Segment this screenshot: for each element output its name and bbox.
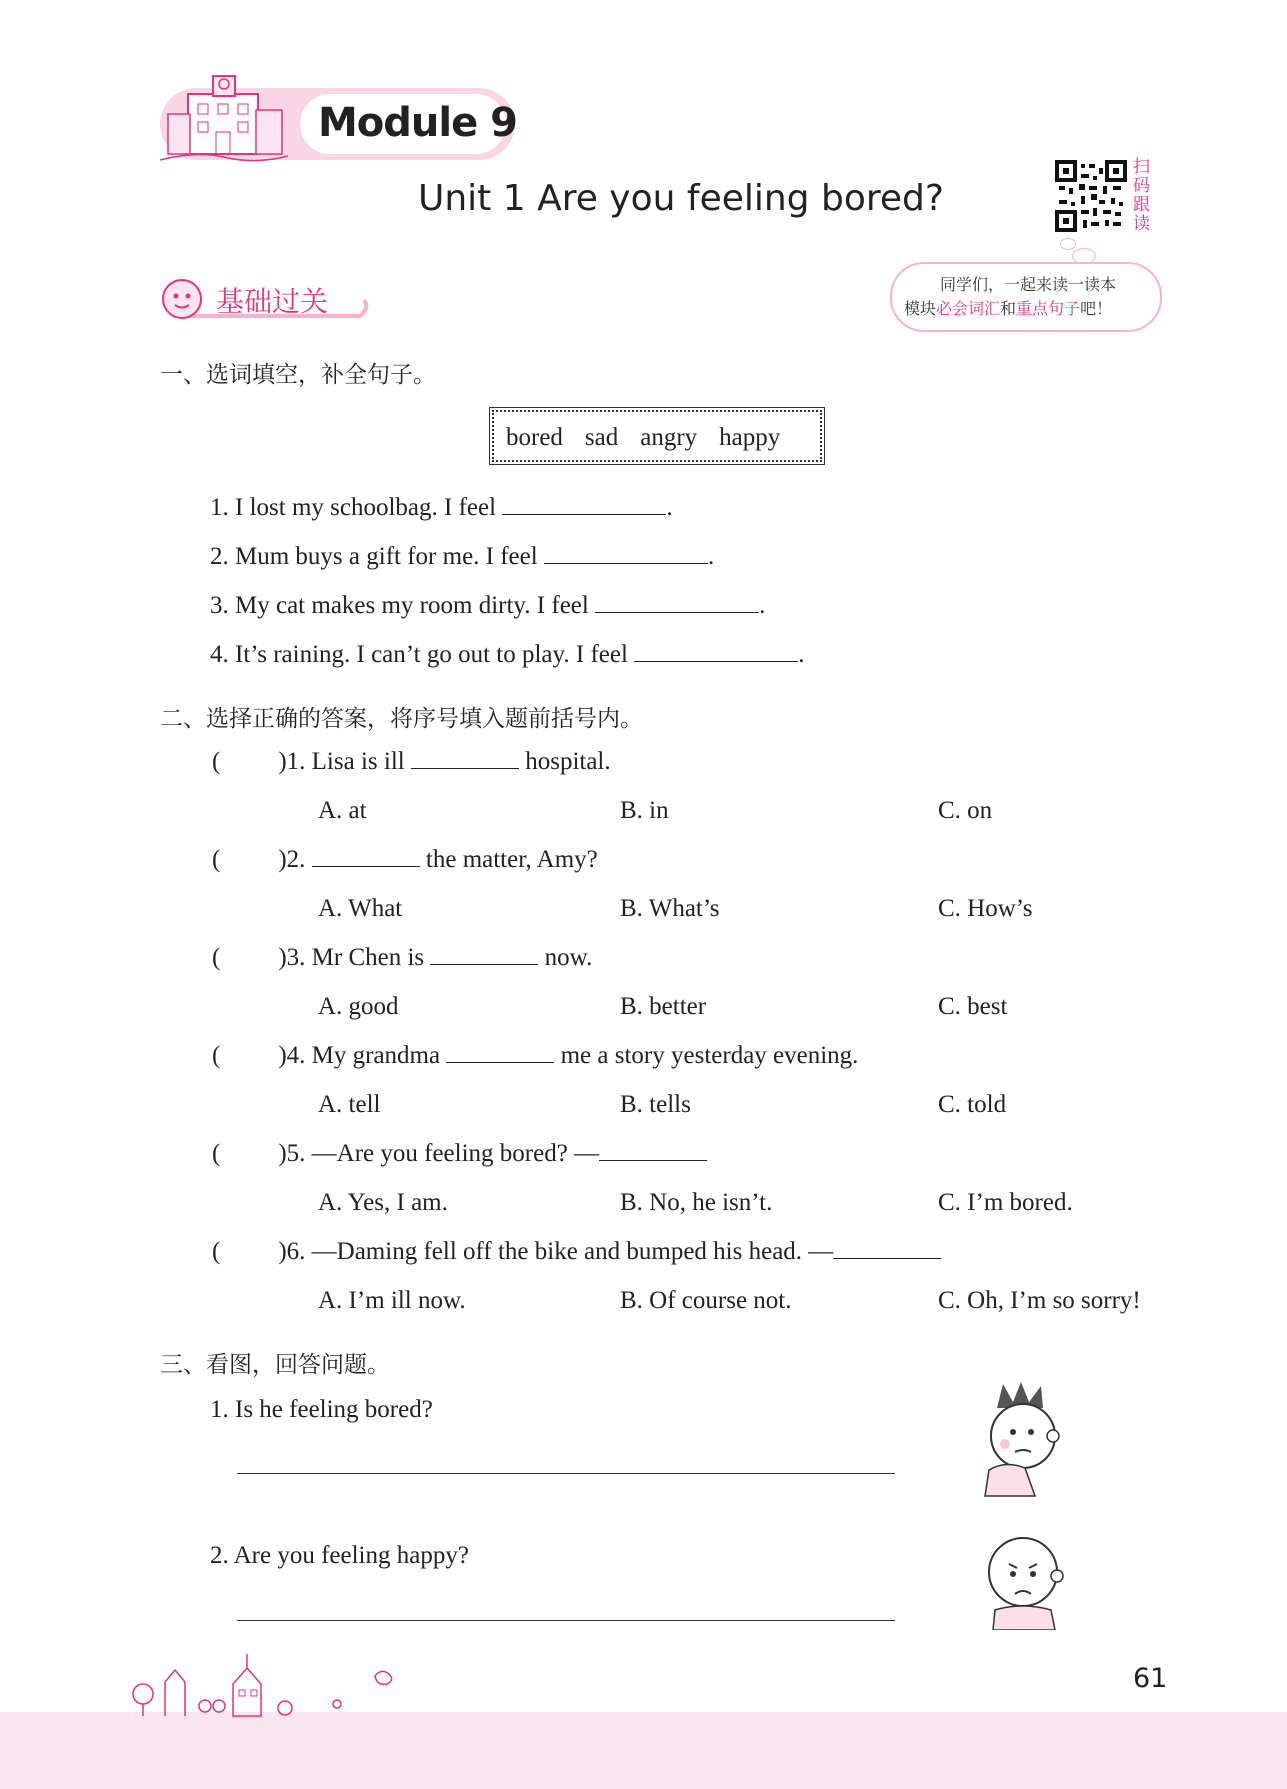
basic-section-title: 基础过关 bbox=[216, 285, 329, 318]
option-b: B. Of course not. bbox=[620, 1287, 792, 1314]
word-option: angry bbox=[640, 424, 698, 451]
unit-title: Unit 1 Are you feeling bored? bbox=[418, 178, 944, 219]
option-b: B. better bbox=[620, 993, 707, 1020]
scan-label: 扫码跟读 bbox=[1133, 157, 1150, 234]
option-b: B. No, he isn’t. bbox=[620, 1189, 773, 1216]
section-3-title: 三、看图，回答问题。 bbox=[160, 1352, 390, 1378]
fill-question-2: 2. Mum buys a gift for me. I feel . bbox=[210, 543, 715, 570]
option-c: C. How’s bbox=[938, 895, 1033, 922]
answer-blank bbox=[833, 1240, 941, 1259]
fill-question-4: 4. It’s raining. I can’t go out to play. I feel . bbox=[210, 641, 805, 668]
choice-question-1: ( )1. Lisa is ill hospital. bbox=[212, 748, 611, 775]
answer-blank bbox=[599, 1142, 707, 1161]
choice-question-4: ( )4. My grandma me a story yesterday evening. bbox=[212, 1042, 859, 1069]
qr-code-icon[interactable] bbox=[1055, 160, 1127, 232]
word-option: bored bbox=[506, 424, 563, 451]
answer-blank bbox=[411, 750, 519, 769]
answer-blank[interactable] bbox=[595, 594, 759, 613]
option-c: C. I’m bored. bbox=[938, 1189, 1073, 1216]
section-1-title: 一、选词填空，补全句子。 bbox=[160, 362, 436, 388]
answer-blank bbox=[430, 946, 538, 965]
option-a: A. good bbox=[318, 993, 399, 1020]
option-a: A. I’m ill now. bbox=[318, 1287, 466, 1314]
answer-blank[interactable] bbox=[634, 643, 798, 662]
choice-question-5: ( )5. —Are you feeling bored? — bbox=[212, 1140, 707, 1168]
option-a: A. tell bbox=[318, 1091, 381, 1118]
option-b: B. tells bbox=[620, 1091, 691, 1118]
answer-blank bbox=[312, 848, 420, 867]
option-c: C. told bbox=[938, 1091, 1007, 1118]
school-building-icon bbox=[158, 64, 298, 174]
bubble-dot bbox=[1060, 238, 1076, 250]
option-a: A. at bbox=[318, 797, 367, 824]
tip-line-1: 同学们，一起来读一读本 bbox=[940, 275, 1117, 294]
option-b: B. in bbox=[620, 797, 669, 824]
picture-question-1: 1. Is he feeling bored? bbox=[210, 1396, 433, 1423]
fill-question-3: 3. My cat makes my room dirty. I feel . bbox=[210, 592, 766, 619]
town-decoration-icon bbox=[125, 1648, 405, 1718]
option-b: B. What’s bbox=[620, 895, 720, 922]
page-number: 61 bbox=[1133, 1663, 1168, 1694]
option-c: C. Oh, I’m so sorry! bbox=[938, 1287, 1141, 1314]
answer-blank[interactable] bbox=[544, 545, 708, 564]
section-2-title: 二、选择正确的答案，将序号填入题前括号内。 bbox=[160, 706, 643, 732]
answer-blank bbox=[446, 1044, 554, 1063]
option-a: A. Yes, I am. bbox=[318, 1189, 448, 1216]
picture-question-2: 2. Are you feeling happy? bbox=[210, 1542, 469, 1569]
option-a: A. What bbox=[318, 895, 403, 922]
word-option: happy bbox=[719, 424, 781, 451]
option-c: C. best bbox=[938, 993, 1008, 1020]
choice-question-6: ( )6. —Daming fell off the bike and bumped his head. — bbox=[212, 1238, 941, 1266]
choice-question-3: ( )3. Mr Chen is now. bbox=[212, 944, 593, 971]
fill-question-1: 1. I lost my schoolbag. I feel . bbox=[210, 494, 673, 521]
tip-line-2: 模块必会词汇和重点句子吧！ bbox=[904, 299, 1113, 318]
word-option: sad bbox=[584, 424, 619, 451]
answer-blank[interactable] bbox=[502, 496, 666, 515]
answer-line-2[interactable] bbox=[237, 1620, 895, 1621]
answer-line-1[interactable] bbox=[237, 1473, 895, 1474]
bored-boy-icon bbox=[975, 1378, 1075, 1498]
sad-boy-icon bbox=[975, 1526, 1075, 1630]
module-title: Module 9 bbox=[318, 100, 517, 146]
choice-question-2: ( )2. the matter, Amy? bbox=[212, 846, 598, 873]
option-c: C. on bbox=[938, 797, 993, 824]
word-bank bbox=[492, 410, 822, 462]
bubble-dot bbox=[1072, 248, 1096, 264]
footer-band bbox=[0, 1712, 1287, 1789]
